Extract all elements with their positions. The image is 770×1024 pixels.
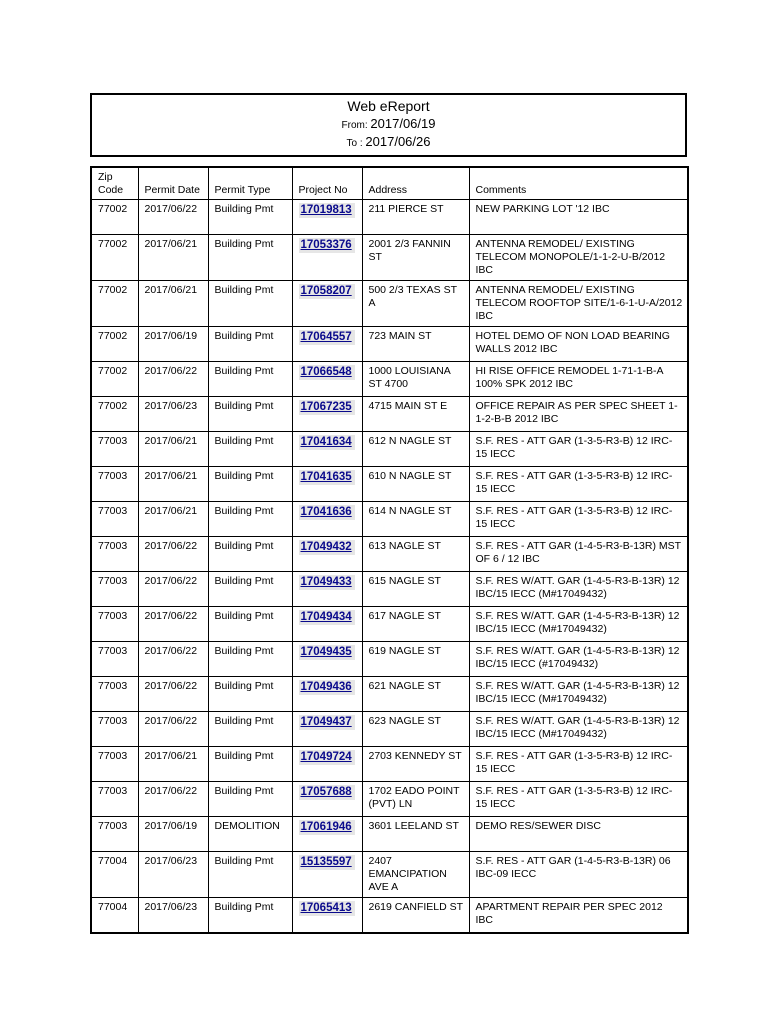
comments-cell: APARTMENT REPAIR PER SPEC 2012 IBC	[469, 898, 688, 933]
zip-cell: 77003	[91, 537, 138, 572]
permit-date-cell: 2017/06/22	[138, 572, 208, 607]
address-cell: 2703 KENNEDY ST	[362, 747, 469, 782]
table-row	[91, 432, 688, 467]
table-row	[91, 747, 688, 782]
project-link[interactable]: 17058207	[299, 284, 355, 299]
address-cell: 613 NAGLE ST	[362, 537, 469, 572]
zip-cell: 77003	[91, 817, 138, 852]
project-no-cell	[292, 607, 362, 642]
col-header-project-no: Project No	[292, 167, 362, 200]
zip-cell: 77003	[91, 747, 138, 782]
address-cell: 2407 EMANCIPATION AVE A	[362, 852, 469, 898]
comments-cell: NEW PARKING LOT '12 IBC	[469, 200, 688, 235]
comments-cell: S.F. RES W/ATT. GAR (1-4-5-R3-B-13R) 12 IBC/15 IECC (M#17049432)	[469, 712, 688, 747]
comments-cell: S.F. RES - ATT GAR (1-3-5-R3-B) 12 IRC-15 IECC	[469, 467, 688, 502]
table-body	[91, 200, 688, 933]
from-line	[92, 115, 685, 135]
zip-cell: 77002	[91, 362, 138, 397]
zip-cell: 77002	[91, 200, 138, 235]
permit-date-cell: 2017/06/22	[138, 200, 208, 235]
project-no-cell	[292, 712, 362, 747]
permit-type-cell: DEMOLITION	[208, 817, 292, 852]
table-row	[91, 607, 688, 642]
comments-cell: S.F. RES - ATT GAR (1-3-5-R3-B) 12 IRC-15 IECC	[469, 502, 688, 537]
comments-cell: S.F. RES - ATT GAR (1-4-5-R3-B-13R) MST OF 6 / 12 IBC	[469, 537, 688, 572]
project-no-cell	[292, 782, 362, 817]
address-cell: 1000 LOUISIANA ST 4700	[362, 362, 469, 397]
project-link[interactable]: 17049724	[299, 750, 355, 765]
table-row	[91, 281, 688, 327]
project-no-cell	[292, 537, 362, 572]
zip-cell: 77003	[91, 607, 138, 642]
permit-type-cell: Building Pmt	[208, 397, 292, 432]
table-row	[91, 537, 688, 572]
comments-cell: S.F. RES - ATT GAR (1-3-5-R3-B) 12 IRC-15 IECC	[469, 782, 688, 817]
address-cell: 621 NAGLE ST	[362, 677, 469, 712]
permit-type-cell: Building Pmt	[208, 607, 292, 642]
table-row	[91, 782, 688, 817]
table-row	[91, 397, 688, 432]
project-no-cell	[292, 327, 362, 362]
project-link[interactable]: 17049433	[299, 575, 355, 590]
address-cell: 612 N NAGLE ST	[362, 432, 469, 467]
permit-date-cell: 2017/06/21	[138, 235, 208, 281]
permit-date-cell: 2017/06/21	[138, 747, 208, 782]
table-row	[91, 817, 688, 852]
comments-cell: DEMO RES/SEWER DISC	[469, 817, 688, 852]
address-cell: 211 PIERCE ST	[362, 200, 469, 235]
permit-date-cell: 2017/06/22	[138, 362, 208, 397]
permit-date-cell: 2017/06/21	[138, 502, 208, 537]
table-row	[91, 467, 688, 502]
permit-date-cell: 2017/06/22	[138, 712, 208, 747]
permit-date-cell: 2017/06/19	[138, 817, 208, 852]
zip-cell: 77003	[91, 467, 138, 502]
project-link[interactable]: 17049436	[299, 680, 355, 695]
permit-type-cell: Building Pmt	[208, 898, 292, 933]
zip-cell: 77002	[91, 327, 138, 362]
table-header-row	[91, 167, 688, 200]
permit-date-cell: 2017/06/23	[138, 397, 208, 432]
permit-type-cell: Building Pmt	[208, 642, 292, 677]
address-cell: 619 NAGLE ST	[362, 642, 469, 677]
address-cell: 3601 LEELAND ST	[362, 817, 469, 852]
table-row	[91, 502, 688, 537]
comments-cell: S.F. RES - ATT GAR (1-3-5-R3-B) 12 IRC-15 IECC	[469, 747, 688, 782]
project-no-cell	[292, 362, 362, 397]
permit-type-cell: Building Pmt	[208, 502, 292, 537]
permit-date-cell: 2017/06/22	[138, 642, 208, 677]
permit-date-cell: 2017/06/19	[138, 327, 208, 362]
address-cell: 617 NAGLE ST	[362, 607, 469, 642]
zip-cell: 77003	[91, 502, 138, 537]
permit-type-cell: Building Pmt	[208, 712, 292, 747]
address-cell: 623 NAGLE ST	[362, 712, 469, 747]
zip-cell: 77002	[91, 281, 138, 327]
project-link[interactable]: 17067235	[299, 400, 355, 415]
project-no-cell	[292, 852, 362, 898]
address-cell: 2619 CANFIELD ST	[362, 898, 469, 933]
address-cell: 615 NAGLE ST	[362, 572, 469, 607]
permit-type-cell: Building Pmt	[208, 537, 292, 572]
table-row	[91, 898, 688, 933]
address-cell: 4715 MAIN ST E	[362, 397, 469, 432]
col-header-comments: Comments	[469, 167, 688, 200]
zip-cell: 77002	[91, 235, 138, 281]
table-row	[91, 712, 688, 747]
permit-type-cell: Building Pmt	[208, 200, 292, 235]
permit-type-cell: Building Pmt	[208, 747, 292, 782]
address-cell: 610 N NAGLE ST	[362, 467, 469, 502]
to-label: To :	[346, 138, 363, 149]
permit-type-cell: Building Pmt	[208, 235, 292, 281]
to-line	[92, 133, 685, 153]
project-no-cell	[292, 677, 362, 712]
project-link[interactable]: 17041635	[299, 470, 355, 485]
project-link[interactable]: 17049434	[299, 610, 355, 625]
report-header	[90, 93, 687, 157]
permit-type-cell: Building Pmt	[208, 467, 292, 502]
project-link[interactable]: 17057688	[299, 785, 355, 800]
project-no-cell	[292, 642, 362, 677]
comments-cell: HOTEL DEMO OF NON LOAD BEARING WALLS 2012 IBC	[469, 327, 688, 362]
project-no-cell	[292, 235, 362, 281]
comments-cell: ANTENNA REMODEL/ EXISTING TELECOM ROOFTOP SITE/1-6-1-U-A/2012 IBC	[469, 281, 688, 327]
project-link[interactable]: 17041634	[299, 435, 355, 450]
permit-table	[90, 166, 689, 934]
permit-date-cell: 2017/06/23	[138, 852, 208, 898]
permit-date-cell: 2017/06/22	[138, 677, 208, 712]
project-link[interactable]: 17041636	[299, 505, 355, 520]
permit-date-cell: 2017/06/21	[138, 432, 208, 467]
report-title: Web eReport	[347, 98, 430, 114]
zip-cell: 77003	[91, 712, 138, 747]
project-link[interactable]: 17053376	[299, 238, 355, 253]
address-cell: 500 2/3 TEXAS ST A	[362, 281, 469, 327]
permit-date-cell: 2017/06/22	[138, 537, 208, 572]
project-link[interactable]: 17049432	[299, 540, 355, 555]
project-link[interactable]: 17066548	[299, 365, 355, 380]
permit-date-cell: 2017/06/22	[138, 607, 208, 642]
comments-cell: OFFICE REPAIR AS PER SPEC SHEET 1-1-2-B-B 2012 IBC	[469, 397, 688, 432]
zip-cell: 77003	[91, 432, 138, 467]
table-row	[91, 327, 688, 362]
table-row	[91, 235, 688, 281]
project-link[interactable]: 17049437	[299, 715, 355, 730]
comments-cell: S.F. RES - ATT GAR (1-3-5-R3-B) 12 IRC-15 IECC	[469, 432, 688, 467]
comments-cell: S.F. RES - ATT GAR (1-4-5-R3-B-13R) 06 IBC-09 IECC	[469, 852, 688, 898]
project-no-cell	[292, 281, 362, 327]
permit-type-cell: Building Pmt	[208, 432, 292, 467]
permit-date-cell: 2017/06/21	[138, 281, 208, 327]
table-row	[91, 362, 688, 397]
zip-cell: 77002	[91, 397, 138, 432]
col-header-permit-type: Permit Type	[208, 167, 292, 200]
zip-cell: 77003	[91, 572, 138, 607]
comments-cell: S.F. RES W/ATT. GAR (1-4-5-R3-B-13R) 12 IBC/15 IECC (#17049432)	[469, 642, 688, 677]
project-link[interactable]: 17019813	[299, 203, 355, 218]
project-link[interactable]: 17064557	[299, 330, 355, 345]
project-no-cell	[292, 397, 362, 432]
table-row	[91, 677, 688, 712]
project-no-cell	[292, 817, 362, 852]
from-date: 2017/06/19	[370, 116, 436, 131]
permit-type-cell: Building Pmt	[208, 572, 292, 607]
project-no-cell	[292, 200, 362, 235]
zip-cell: 77004	[91, 852, 138, 898]
comments-cell: ANTENNA REMODEL/ EXISTING TELECOM MONOPOLE/1-1-2-U-B/2012 IBC	[469, 235, 688, 281]
permit-date-cell: 2017/06/22	[138, 782, 208, 817]
address-cell: 2001 2/3 FANNIN ST	[362, 235, 469, 281]
zip-cell: 77003	[91, 782, 138, 817]
address-cell: 723 MAIN ST	[362, 327, 469, 362]
comments-cell: S.F. RES W/ATT. GAR (1-4-5-R3-B-13R) 12 IBC/15 IECC (M#17049432)	[469, 677, 688, 712]
project-no-cell	[292, 432, 362, 467]
table-row	[91, 852, 688, 898]
comments-cell: S.F. RES W/ATT. GAR (1-4-5-R3-B-13R) 12 IBC/15 IECC (M#17049432)	[469, 607, 688, 642]
col-header-permit-date: Permit Date	[138, 167, 208, 200]
col-header-zip: Zip Code	[91, 167, 138, 200]
to-date: 2017/06/26	[365, 134, 431, 149]
zip-cell: 77003	[91, 642, 138, 677]
permit-type-cell: Building Pmt	[208, 677, 292, 712]
permit-type-cell: Building Pmt	[208, 281, 292, 327]
project-link[interactable]: 15135597	[299, 855, 355, 870]
table-row	[91, 200, 688, 235]
zip-cell: 77003	[91, 677, 138, 712]
comments-cell: S.F. RES W/ATT. GAR (1-4-5-R3-B-13R) 12 IBC/15 IECC (M#17049432)	[469, 572, 688, 607]
project-no-cell	[292, 502, 362, 537]
project-no-cell	[292, 467, 362, 502]
comments-cell: HI RISE OFFICE REMODEL 1-71-1-B-A 100% SPK 2012 IBC	[469, 362, 688, 397]
project-no-cell	[292, 572, 362, 607]
permit-date-cell: 2017/06/23	[138, 898, 208, 933]
zip-cell: 77004	[91, 898, 138, 933]
project-no-cell	[292, 898, 362, 933]
address-cell: 1702 EADO POINT (PVT) LN	[362, 782, 469, 817]
project-link[interactable]: 17049435	[299, 645, 355, 660]
permit-type-cell: Building Pmt	[208, 327, 292, 362]
table-row	[91, 642, 688, 677]
from-label: From:	[341, 120, 368, 131]
col-header-address: Address	[362, 167, 469, 200]
table-row	[91, 572, 688, 607]
permit-date-cell: 2017/06/21	[138, 467, 208, 502]
permit-type-cell: Building Pmt	[208, 362, 292, 397]
permit-type-cell: Building Pmt	[208, 782, 292, 817]
address-cell: 614 N NAGLE ST	[362, 502, 469, 537]
permit-type-cell: Building Pmt	[208, 852, 292, 898]
project-link[interactable]: 17061946	[299, 820, 355, 835]
project-no-cell	[292, 747, 362, 782]
project-link[interactable]: 17065413	[299, 901, 355, 916]
